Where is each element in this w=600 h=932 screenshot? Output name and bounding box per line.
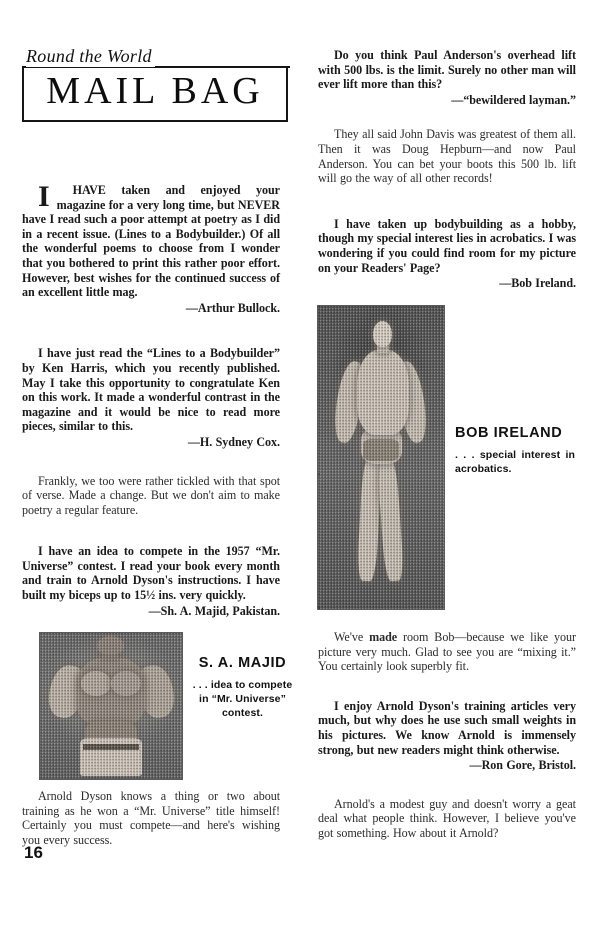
letter-arthur-bullock xyxy=(22,180,280,315)
letter-sh-a-majid xyxy=(22,544,280,618)
editor-reply-arnold-dyson xyxy=(22,789,280,847)
letter-signature: —Arthur Bullock. xyxy=(185,300,280,315)
letter-body: I have just read the “Lines to a Bodybuilder” by Ken Harris, which you recently published. May I take this opportunity to congratulate Ken on this work. It made a wonderful contrast in the magazine and it would be nice to read more pieces, similar to this. xyxy=(22,346,280,434)
caption-text: . . . special interest in acrobatics. xyxy=(455,449,575,475)
caption-name: BOB IRELAND xyxy=(455,425,563,441)
left-column-lower xyxy=(22,789,280,860)
reply-body: They all said John Davis was greatest of them all. Then it was Doug Hepburn—and now Paul Anderson. You can bet your boots this 500 lb. lift will go the way of all other records! xyxy=(318,127,576,186)
caption-text: . . . idea to compete in “Mr. Universe” contest. xyxy=(192,679,293,719)
page-number: 16 xyxy=(24,843,43,862)
halftone-grain xyxy=(317,305,445,610)
letter-signature: —“bewildered layman.” xyxy=(451,92,576,107)
reply-body-pre: We've xyxy=(334,630,370,644)
letter-body: I have taken up bodybuilding as a hobby, though my special interest lies in acrobatics. I was wondering if you could find room for my picture on your Readers' Page? xyxy=(318,216,576,275)
reply-body: Arnold Dyson knows a thing or two about training as he won a “Mr. Universe” title himself! Certainly you must compete—and here's wishing you every success. xyxy=(22,789,280,847)
letter-h-sydney-cox xyxy=(22,346,280,449)
right-column-lower xyxy=(318,630,576,854)
letter-signature: —H. Sydney Cox. xyxy=(187,434,280,449)
editor-reply-poetry xyxy=(22,474,280,518)
letter-body: Do you think Paul Anderson's overhead lift with 500 lbs. is the limit. Surely no other man will ever lift more than this? xyxy=(318,48,576,92)
halftone-grain xyxy=(39,632,183,780)
letter-bewildered-layman xyxy=(318,48,576,107)
caption-bob-ireland xyxy=(455,425,575,476)
dropcap-letter: I xyxy=(38,180,50,213)
page-title: MAIL BAG xyxy=(46,70,264,112)
editor-reply-records xyxy=(318,127,576,185)
caption-s-a-majid xyxy=(190,655,295,720)
caption-name: S. A. MAJID xyxy=(198,655,287,671)
editor-reply-arnold-modest xyxy=(318,797,576,841)
letter-signature: —Ron Gore, Bristol. xyxy=(469,758,576,773)
letter-signature: —Bob Ireland. xyxy=(499,276,576,291)
photo-bob-ireland xyxy=(317,305,445,610)
left-column xyxy=(22,180,280,631)
letter-body: HAVE taken and enjoyed your magazine for a very long time, but NEVER have I read such a poor attempt at poetry as I did in a recent issue. (Lines to a Bodybuilder.) Of all the wonderful poems to choose from I wonder that you bothered to print this rather poor effort. However, best wishes for the continued success of an excellent little mag. xyxy=(22,183,280,300)
letter-body: I enjoy Arnold Dyson's training articles very much, but why does he use such small weights in his pictures. We know Arnold is immensely strong, but new readers might think otherwise. xyxy=(318,698,576,757)
letter-body: I have an idea to compete in the 1957 “Mr. Universe” contest. I read your book every month and train to Arnold Dyson's instructions. I have built my biceps up to 15½ ins. very quickly. xyxy=(22,544,280,603)
letter-bob-ireland xyxy=(318,217,576,291)
letter-signature: —Sh. A. Majid, Pakistan. xyxy=(148,603,280,618)
photo-s-a-majid xyxy=(39,632,183,780)
letter-ron-gore xyxy=(318,699,576,773)
editor-reply-bob-ireland xyxy=(318,630,576,674)
right-column xyxy=(318,48,576,304)
reply-body-post: room Bob—because we like your picture very much. Glad to see you are “mixing it.” You certainly look superbly fit. xyxy=(318,630,576,674)
masthead xyxy=(22,46,290,124)
reply-body: Frankly, we too were rather tickled with that spot of verse. Made a change. But we don't aim to make poetry a regular feature. xyxy=(22,473,280,517)
masthead-kicker: Round the World xyxy=(26,46,155,67)
reply-emphasis: made xyxy=(369,630,398,644)
reply-body: Arnold's a modest guy and doesn't worry a geat deal what people think. However, I believe you've got something. How about it Arnold? xyxy=(318,796,576,840)
